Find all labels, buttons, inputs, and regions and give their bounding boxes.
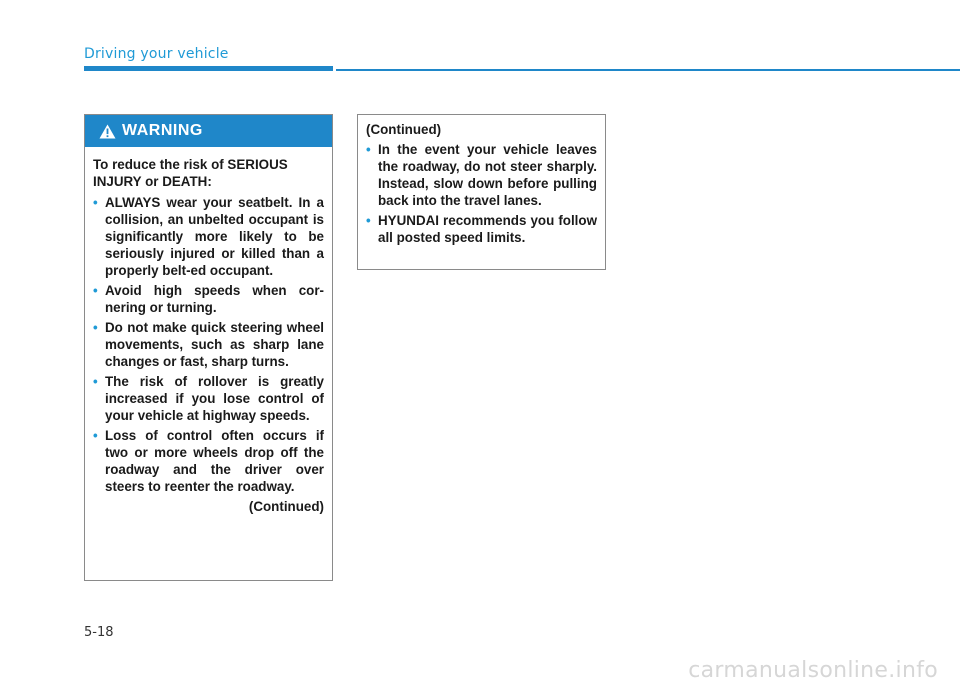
warning-triangle-icon xyxy=(99,124,116,139)
warning-intro: To reduce the risk of SERIOUS INJURY or DEATH: xyxy=(93,157,288,189)
header-accent-bar xyxy=(84,66,333,71)
watermark: carmanualsonline.info xyxy=(688,658,938,683)
warning-item: • ALWAYS wear your seatbelt. In a collision, an unbelted occupant is significantly more likely to be seriously injured or killed than a properly belt-ed occupant. xyxy=(93,194,324,279)
warning-box xyxy=(84,114,333,581)
continued-list xyxy=(366,141,597,246)
continued-label: (Continued) xyxy=(248,499,324,514)
continued-box xyxy=(357,114,606,270)
warning-item: • Do not make quick steering wheel movements, such as sharp lane changes or fast, sharp turns. xyxy=(93,319,324,370)
warning-item: • The risk of rollover is greatly increased if you lose control of your vehicle at highway speeds. xyxy=(93,373,324,424)
warning-label: WARNING xyxy=(122,122,203,139)
section-title: Driving your vehicle xyxy=(84,46,229,62)
warning-item: • HYUNDAI recommends you follow all posted speed limits. xyxy=(366,212,597,246)
warning-item: • Loss of control often occurs if two or more wheels drop off the roadway and the driver over steers to reenter the roadway. xyxy=(93,427,324,495)
continued-label: (Continued) xyxy=(366,122,442,137)
warning-body xyxy=(85,147,332,515)
warning-list xyxy=(93,194,324,495)
warning-item: • Avoid high speeds when cor-nering or turning. xyxy=(93,282,324,316)
warning-item: • In the event your vehicle leaves the roadway, do not steer sharply. Instead, slow down before pulling back into the travel lanes. xyxy=(366,141,597,209)
warning-header xyxy=(85,115,332,147)
page-number: 5-18 xyxy=(84,625,114,640)
header-rule xyxy=(336,69,960,71)
continued-body xyxy=(358,115,605,246)
